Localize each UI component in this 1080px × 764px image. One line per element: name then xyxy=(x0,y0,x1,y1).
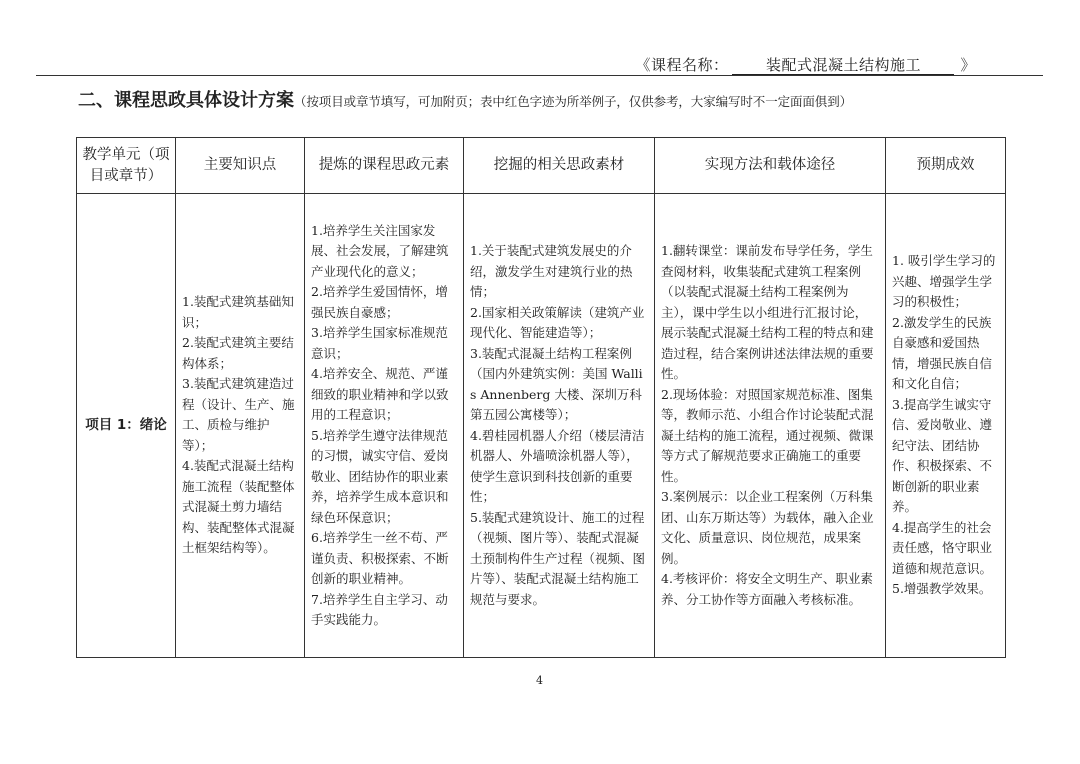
list-item: 1.培养学生关注国家发展、社会发展，了解建筑产业现代化的意义； xyxy=(311,222,449,279)
list-item: 7.培养学生自主学习、动手实践能力。 xyxy=(311,591,448,627)
header-teaching-unit: 教学单元（项目或章节） xyxy=(77,138,176,194)
list-item: 3.装配式建筑建造过程（设计、生产、施工、质检与维护等）； xyxy=(182,376,295,453)
header-expected-outcomes: 预期成效 xyxy=(886,138,1006,194)
list-item: 4.提高学生的社会责任感，恪守职业道德和规范意识。 xyxy=(892,519,993,576)
list-item: 4.碧桂园机器人介绍（楼层清洁机器人、外墙喷涂机器人等），使学生意识到科技创新的重要性； xyxy=(470,427,645,504)
header-ideological-elements: 提炼的课程思政元素 xyxy=(305,138,464,194)
list-item: 2.现场体验：对照国家规范标准、图集等，教师示范、小组合作讨论装配式混凝土结构的施工流程，通过视频、微课等方式了解规范要求正确施工的重要性。 xyxy=(661,386,874,484)
list-item: 1. 吸引学生学习的兴趣、增强学生学习的积极性； xyxy=(892,253,996,310)
list-item: 5.装配式建筑设计、施工的过程（视频、图片等）、装配式混凝土预制构件生产过程（视频、图片等）、装配式混凝土结构施工规范与要求。 xyxy=(470,509,646,607)
course-name: 装配式混凝土结构施工 xyxy=(732,56,954,75)
course-label-prefix: 《课程名称： xyxy=(635,56,729,74)
list-item: 2.激发学生的民族自豪感和爱国热情，增强民族自信和文化自信； xyxy=(892,314,993,392)
list-item: 2.培养学生爱国情怀，增强民族自豪感； xyxy=(311,284,448,320)
course-label-suffix: 》 xyxy=(960,56,976,74)
table-row xyxy=(77,194,1006,658)
list-item: 4.装配式混凝土结构施工流程（装配整体式混凝土剪力墙结构、装配整体式混凝土框架结构等）。 xyxy=(182,458,295,556)
cell-methods xyxy=(655,194,886,658)
list-item: 3.装配式混凝土结构工程案例（国内外建筑实例：美国 Wallis Annenberg 大楼、深圳万科第五园公寓楼等）； xyxy=(470,345,643,422)
list-item: 1.装配式建筑基础知识； xyxy=(182,294,294,330)
header-rule xyxy=(36,75,1043,76)
design-plan-table xyxy=(76,137,1006,658)
list-item: 5.增强教学效果。 xyxy=(892,581,992,597)
cell-teaching-unit: 项目 1：绪论 xyxy=(77,194,176,658)
list-item: 6.培养学生一丝不苟、严谨负责、积极探索、不断创新的职业精神。 xyxy=(311,530,449,586)
list-item: 3.案例展示：以企业工程案例（万科集团、山东万斯达等）为载体，融入企业文化、质量意识、岗位规范，成果案例。 xyxy=(661,489,874,566)
cell-knowledge-points xyxy=(176,194,305,658)
table-header-row xyxy=(77,138,1006,194)
cell-expected-outcomes xyxy=(886,194,1006,658)
section-title: 二、课程思政具体设计方案 xyxy=(78,90,294,111)
header-ideological-materials: 挖掘的相关思政素材 xyxy=(464,138,655,194)
cell-ideological-elements xyxy=(305,194,464,658)
list-item: 3.提高学生诚实守信、爱岗敬业、遵纪守法、团结协作、积极探索、不断创新的职业素养。 xyxy=(892,396,993,515)
list-item: 5.培养学生遵守法律规范的习惯，诚实守信、爱岗敬业、团结协作的职业素养，培养学生成本意识和绿色环保意识； xyxy=(311,427,449,525)
page-number: 4 xyxy=(536,674,543,687)
section-heading xyxy=(78,86,1038,112)
list-item: 1.翻转课堂：课前发布导学任务，学生查阅材料，收集装配式建筑工程案例（以装配式混凝土结构工程案例为主），课中学生以小组进行汇报讨论，展示装配式混凝土结构工程的特点和建造过程，结合案例讲述法律法规的重要性。 xyxy=(661,243,874,381)
header-knowledge-points: 主要知识点 xyxy=(176,138,305,194)
list-item: 1.关于装配式建筑发展史的介绍，激发学生对建筑行业的热情； xyxy=(470,243,633,299)
list-item: 4.考核评价：将安全文明生产、职业素养、分工协作等方面融入考核标准。 xyxy=(661,571,873,607)
header-methods: 实现方法和载体途径 xyxy=(655,138,886,194)
course-name-header xyxy=(635,54,976,75)
list-item: 3.培养学生国家标准规范意识； xyxy=(311,325,448,361)
list-item: 4.培养安全、规范、严谨细致的职业精神和学以致用的工程意识； xyxy=(311,366,449,422)
cell-ideological-materials xyxy=(464,194,655,658)
list-item: 2.国家相关政策解读（建筑产业现代化、智能建造等）； xyxy=(470,304,645,340)
list-item: 2.装配式建筑主要结构体系； xyxy=(182,335,294,371)
section-note: （按项目或章节填写，可加附页；表中红色字迹为所举例子，仅供参考，大家编写时不一定面面俱到） xyxy=(294,94,853,109)
